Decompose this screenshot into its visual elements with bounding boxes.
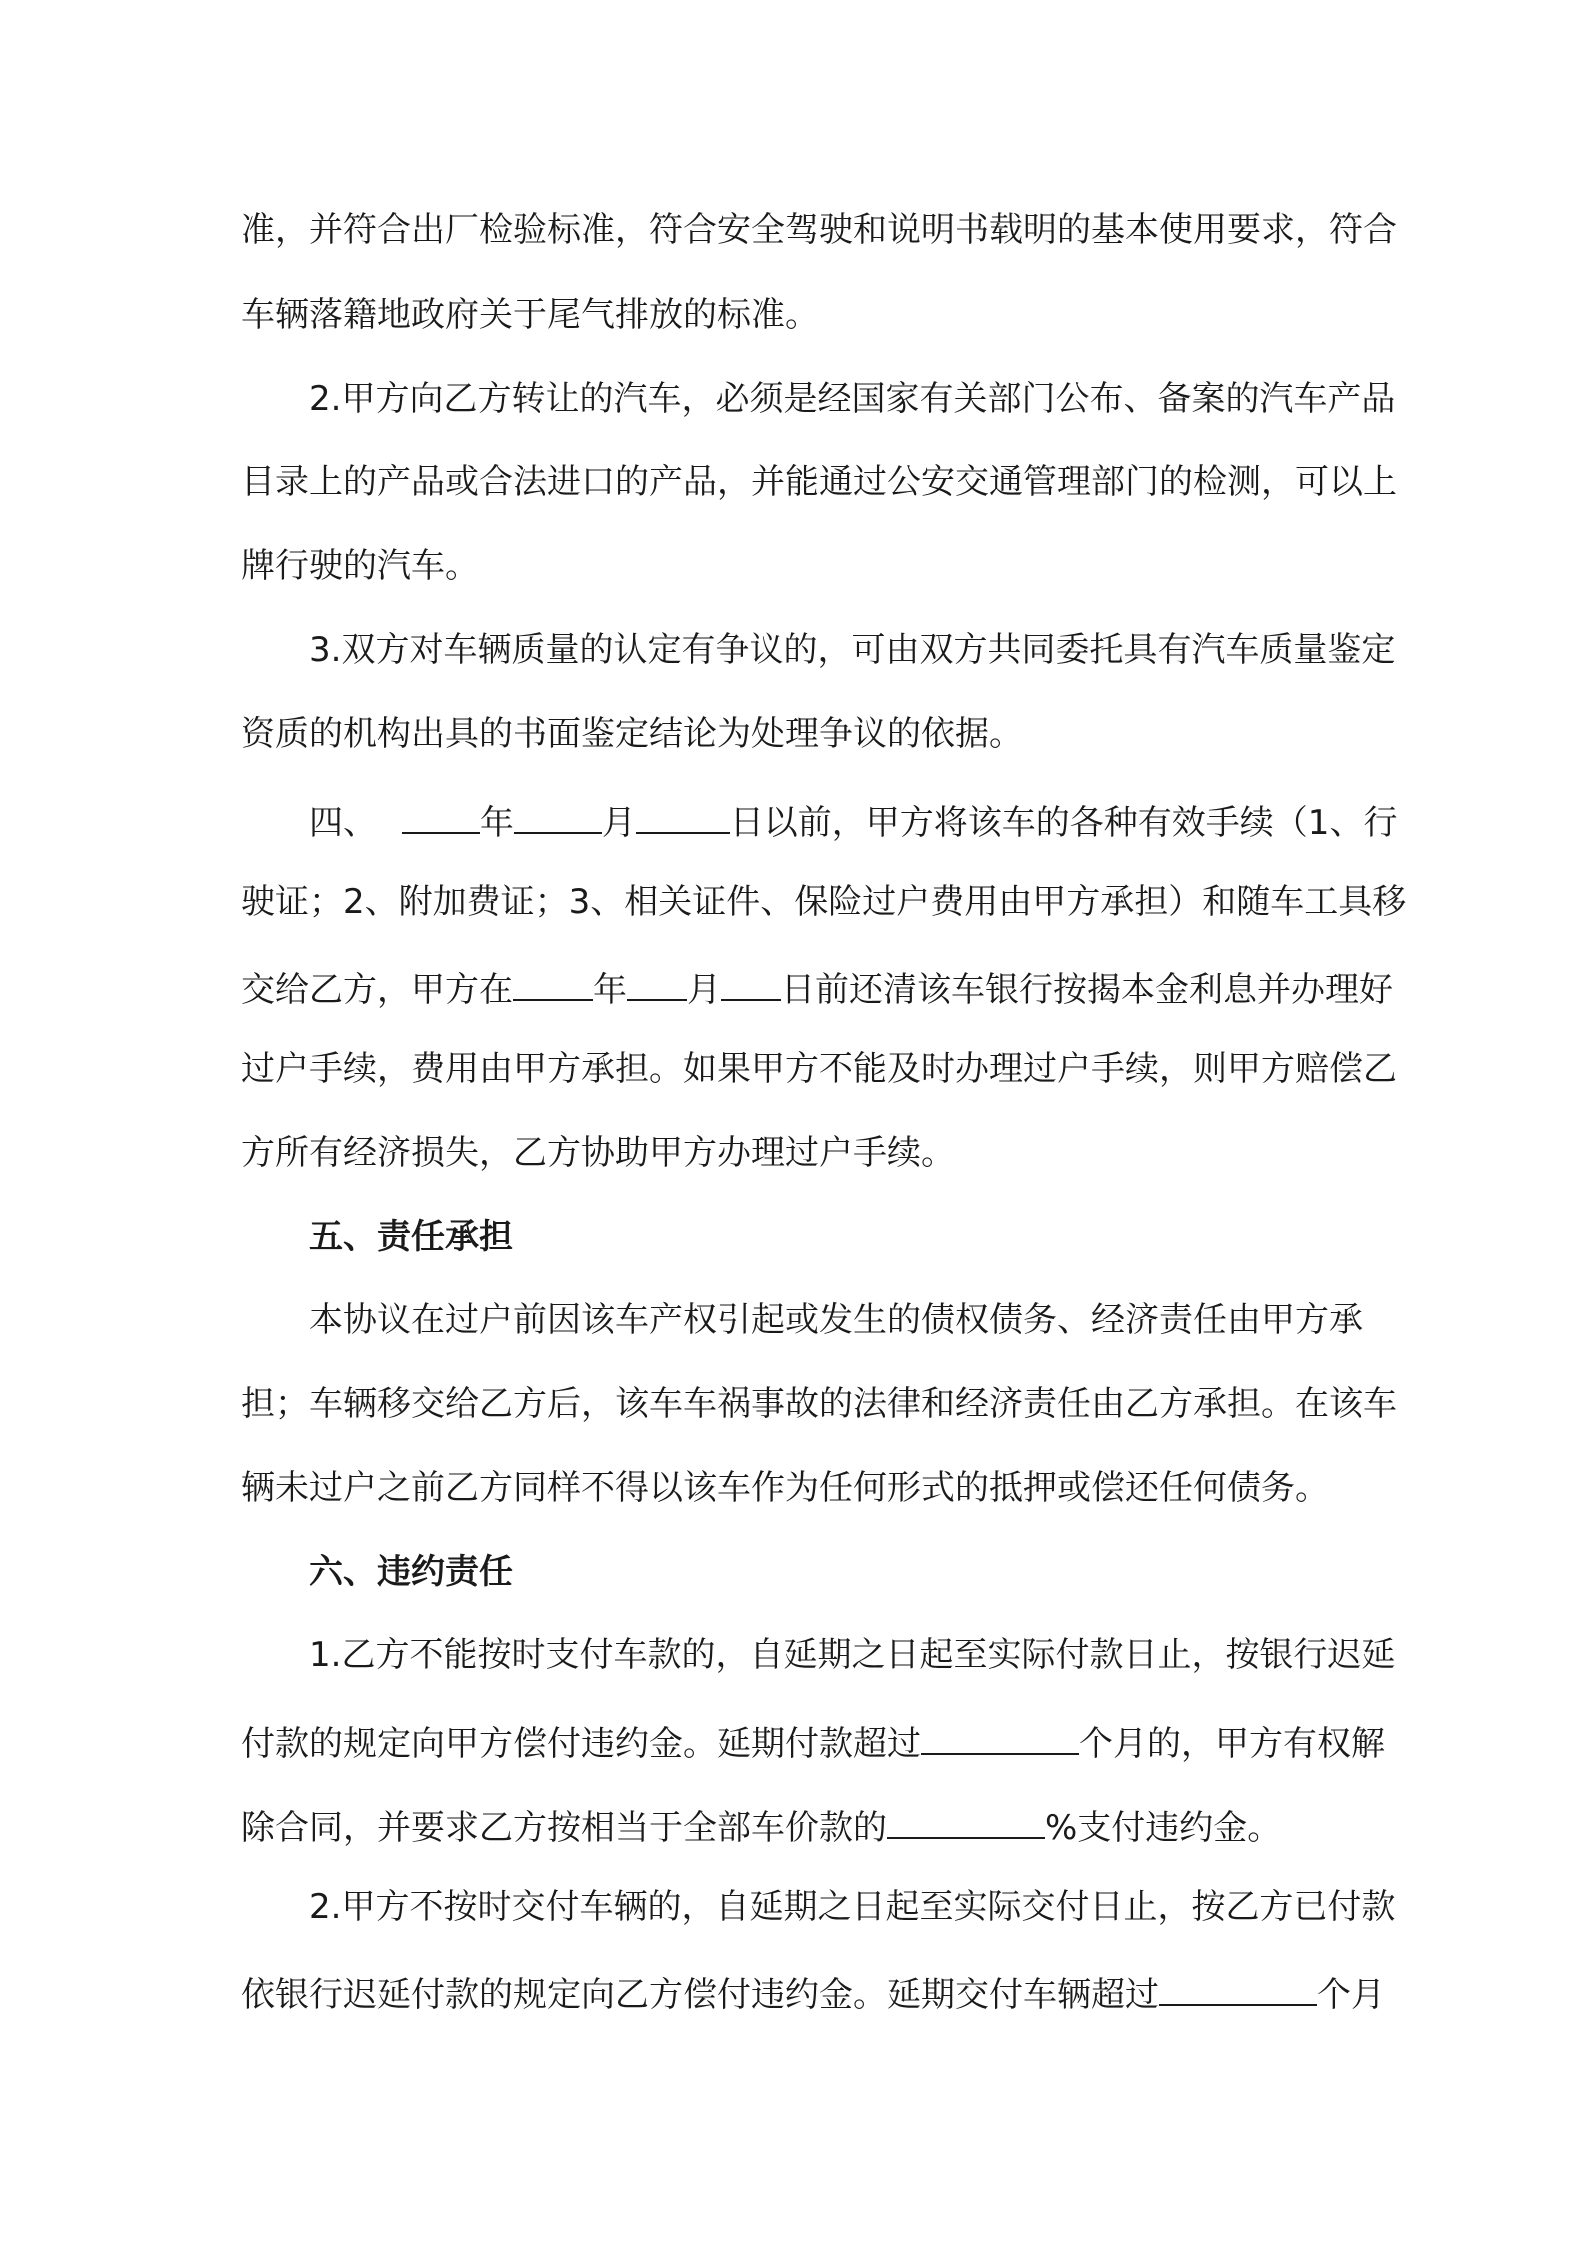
text: 付款的规定向甲方偿付违约金。延期付款超过	[241, 1724, 921, 1764]
blank-months	[1159, 1968, 1317, 2006]
paragraph-line	[309, 628, 1586, 672]
text: 辆未过户之前乙方同样不得以该车作为任何形式的抵押或偿还任何债务。	[241, 1468, 1329, 1508]
paragraph-line	[309, 377, 1586, 421]
text: 过户手续，费用由甲方承担。如果甲方不能及时办理过户手续，则甲方赔偿乙	[241, 1049, 1397, 1089]
paragraph-line	[241, 1047, 1586, 1091]
text: 四、	[309, 803, 377, 843]
paragraph-line	[241, 1466, 1586, 1510]
blank-year	[402, 796, 480, 834]
paragraph-line	[241, 880, 1586, 924]
blank-year	[513, 963, 593, 1001]
text: 车辆落籍地政府关于尾气排放的标准。	[241, 295, 819, 335]
text: 牌行驶的汽车。	[241, 546, 479, 586]
paragraph-line	[241, 544, 1586, 588]
paragraph-line	[241, 208, 1397, 252]
paragraph-line	[241, 293, 1586, 337]
text: 资质的机构出具的书面鉴定结论为处理争议的依据。	[241, 714, 1023, 754]
paragraph-line	[241, 712, 1586, 756]
text: 本协议在过户前因该车产权引起或发生的债权债务、经济责任由甲方承	[309, 1300, 1363, 1340]
paragraph-line	[241, 1801, 1586, 1850]
section-heading	[309, 1215, 1586, 1259]
text: 月	[601, 803, 636, 843]
text: 驶证；2、附加费证；3、相关证件、保险过户费用由甲方承担）和随车工具移	[241, 882, 1407, 922]
text: 年	[479, 803, 514, 843]
blank-month	[627, 963, 687, 1001]
blank-day	[636, 796, 730, 834]
text: 1.乙方不能按时支付车款的，自延期之日起至实际付款日止，按银行迟延	[309, 1635, 1396, 1675]
text: 个月的，甲方有权解	[1079, 1724, 1385, 1764]
text: 担；车辆移交给乙方后，该车车祸事故的法律和经济责任由乙方承担。在该车	[241, 1384, 1397, 1424]
text: 3.双方对车辆质量的认定有争议的，可由双方共同委托具有汽车质量鉴定	[309, 630, 1396, 670]
text: 日前还清该车银行按揭本金利息并办理好	[781, 970, 1393, 1010]
blank-percent	[887, 1801, 1045, 1839]
text: 除合同，并要求乙方按相当于全部车价款的	[241, 1808, 887, 1848]
text: 2.甲方向乙方转让的汽车，必须是经国家有关部门公布、备案的汽车产品	[309, 379, 1396, 419]
text: %支付违约金。	[1045, 1808, 1282, 1848]
blank-day	[721, 963, 781, 1001]
text: 日以前，甲方将该车的各种有效手续（1、行	[729, 803, 1398, 843]
text: 2.甲方不按时交付车辆的，自延期之日起至实际交付日止，按乙方已付款	[309, 1887, 1396, 1927]
text: 月	[687, 970, 721, 1010]
paragraph-line	[241, 460, 1586, 504]
blank-months	[921, 1717, 1079, 1755]
text: 年	[593, 970, 627, 1010]
heading-text: 六、违约责任	[309, 1552, 513, 1592]
paragraph-line	[241, 1131, 1586, 1175]
paragraph-line	[241, 1717, 1586, 1766]
paragraph-line	[241, 963, 1586, 1012]
paragraph-line	[309, 796, 1586, 845]
section-heading	[309, 1550, 1586, 1594]
paragraph-line	[309, 1298, 1586, 1342]
paragraph-line	[309, 1633, 1586, 1677]
text: 交给乙方，甲方在	[241, 970, 513, 1010]
text: 个月	[1317, 1975, 1385, 2015]
text: 依银行迟延付款的规定向乙方偿付违约金。延期交付车辆超过	[241, 1975, 1159, 2015]
heading-text: 五、责任承担	[309, 1217, 513, 1257]
blank-month	[514, 796, 602, 834]
paragraph-line	[241, 1382, 1586, 1426]
text: 准，并符合出厂检验标准，符合安全驾驶和说明书载明的基本使用要求，符合	[241, 210, 1397, 250]
text: 目录上的产品或合法进口的产品，并能通过公安交通管理部门的检测，可以上	[241, 462, 1397, 502]
paragraph-line	[309, 1885, 1586, 1929]
text: 方所有经济损失，乙方协助甲方办理过户手续。	[241, 1133, 955, 1173]
paragraph-line	[241, 1968, 1586, 2017]
